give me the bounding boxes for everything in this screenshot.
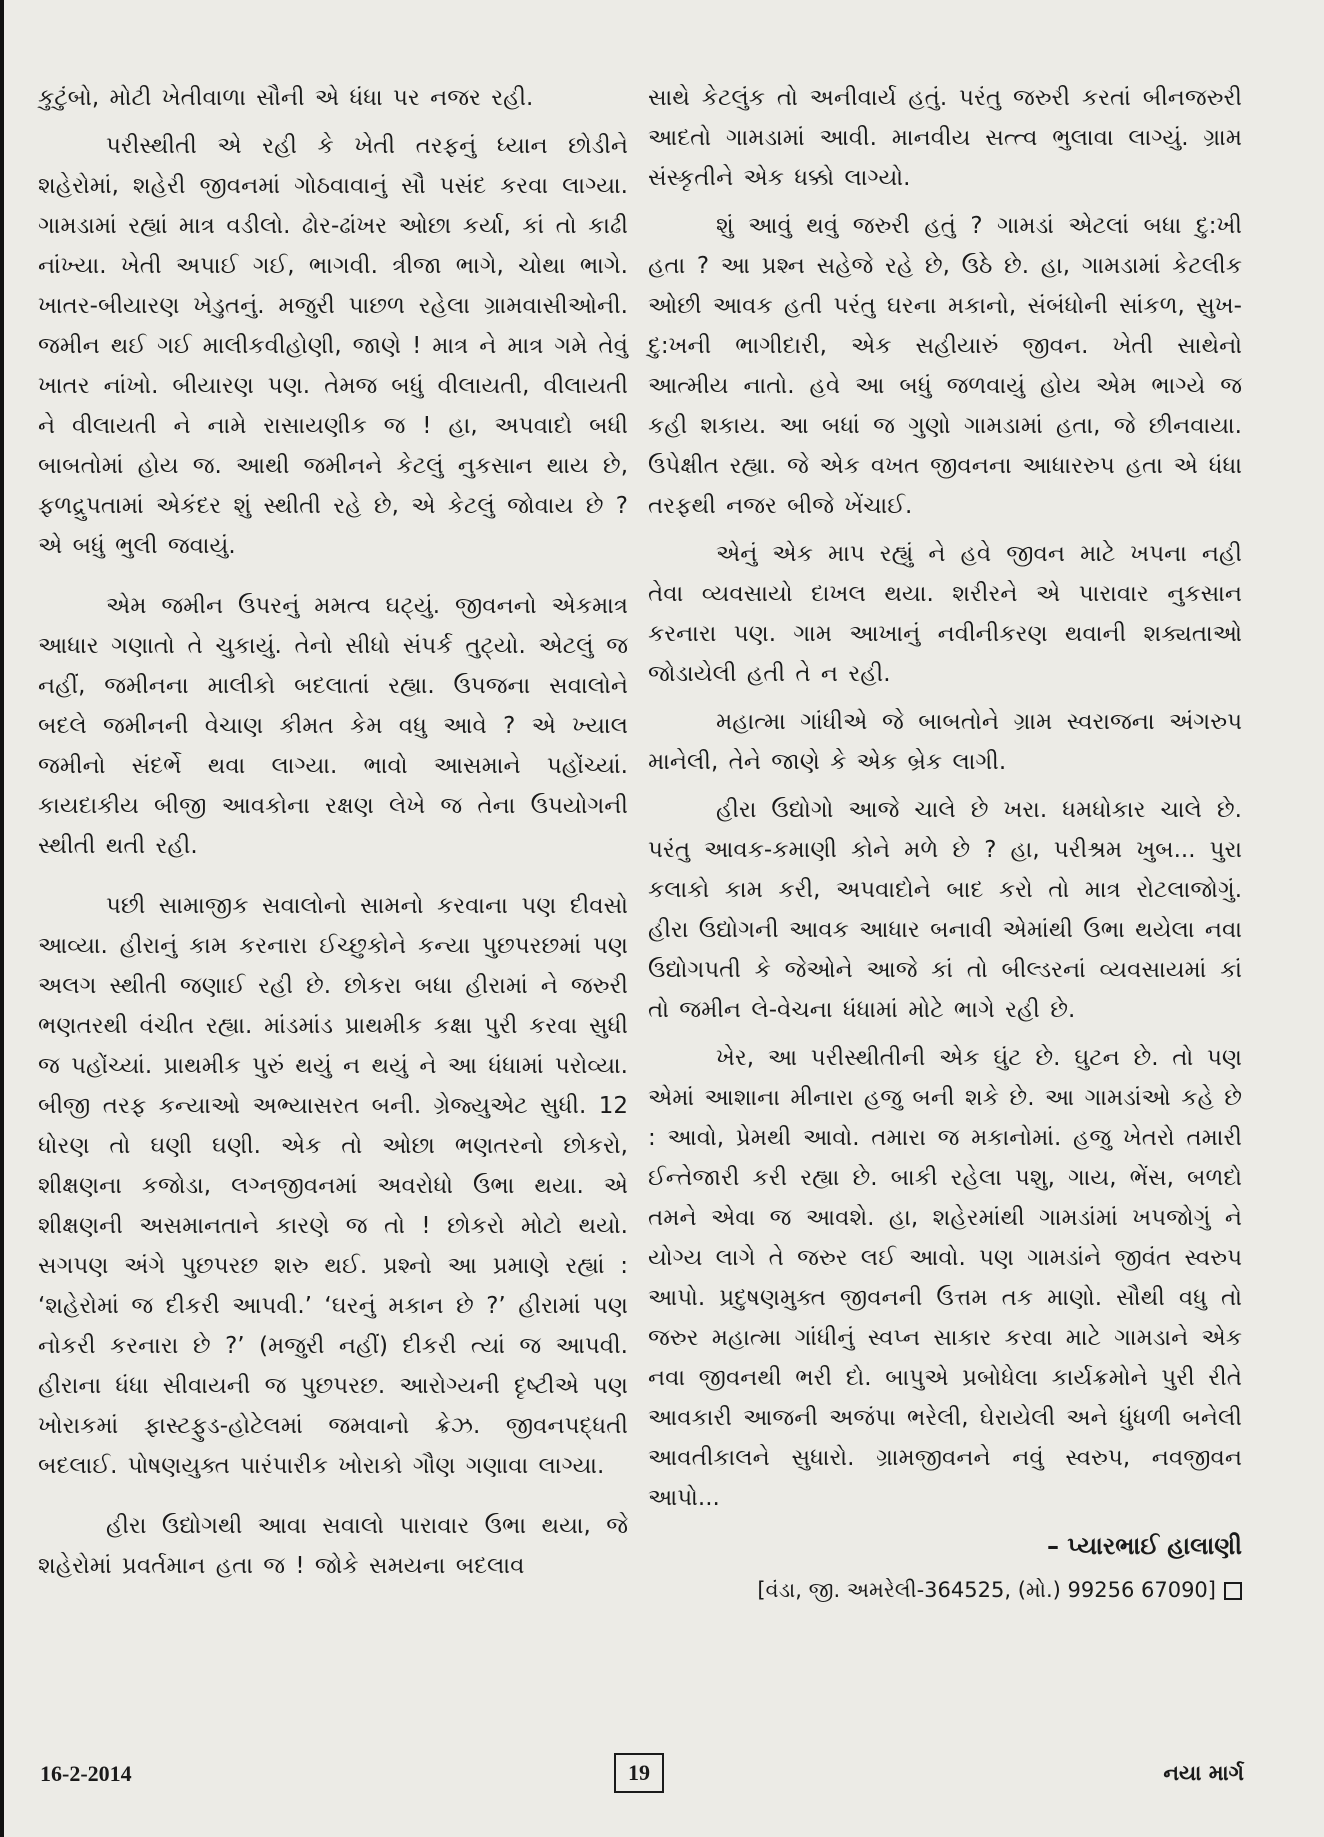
magazine-name: નયા માર્ગ bbox=[1163, 1761, 1244, 1785]
author-address bbox=[648, 1572, 1242, 1608]
issue-date: 16-2-2014 bbox=[40, 1761, 132, 1786]
right-column bbox=[648, 78, 1242, 1608]
paragraph-continued: સાથે કેટલુંક તો અનીવાર્ય હતું. પરંતુ જરુરી કરતાં બીનજરુરી આદતો ગામડામાં આવી. માનવીય સત્ત્વ ભુલાવા લાગ્યું. ગ્રામ સંસ્કૃતીને એક ધક્કો લાગ્યો. bbox=[648, 85, 1242, 191]
paragraph-continued: કુટુંબો, મોટી ખેતીવાળા સૌની એ ધંધા પર નજર રહી. bbox=[38, 85, 534, 111]
paragraph: મહાત્મા ગાંધીએ જે બાબતોને ગ્રામ સ્વરાજના અંગરુપ માનેલી, તેને જાણે કે એક બ્રેક લાગી. bbox=[648, 709, 1242, 775]
page-number: 19 bbox=[614, 1753, 664, 1793]
page-edge bbox=[0, 0, 4, 1837]
end-mark-icon bbox=[1224, 1582, 1242, 1600]
paragraph: શું આવું થવું જરુરી હતું ? ગામડાં એટલાં બધા દુ:ખી હતા ? આ પ્રશ્ન સહેજે રહે છે, ઉઠે છે. હા, ગામડામાં કેટલીક ઓછી આવક હતી પરંતુ ઘરના મકાનો, સંબંધોની સાંકળ, સુખ- દુ:ખની ભાગીદારી, એક સહીયારું જીવન. ખેતી સાથેનો આત્મીય નાતો. હવે આ બધું જળવાયું હોય એમ ભાગ્યે જ કહી શકાય. આ બધાં જ ગુણો ગામડામાં હતા, જે છીનવાયા. ઉપેક્ષીત રહ્યા. જે એક વખત જીવનના આધારરુપ હતા એ ધંધા તરફથી નજર બીજે ખેંચાઈ. bbox=[648, 213, 1242, 519]
author-signature: – પ્યારભાઈ હાલાણી bbox=[1046, 1532, 1242, 1560]
paragraph: એનું એક માપ રહ્યું ને હવે જીવન માટે ખપના નહી તેવા વ્યવસાયો દાખલ થયા. શરીરને એ પારાવાર નુકસાન કરનારા પણ. ગામ આખાનું નવીનીકરણ થવાની શક્યતાઓ જોડાયેલી હતી તે ન રહી. bbox=[648, 541, 1242, 687]
paragraph: પછી સામાજીક સવાલોનો સામનો કરવાના પણ દીવસો આવ્યા. હીરાનું કામ કરનારા ઈચ્છુકોને કન્યા પુછપરછમાં પણ અલગ સ્થીતી જણાઈ રહી છે. છોકરા બધા હીરામાં ને જરુરી ભણતરથી વંચીત રહ્યા. માંડમાંડ પ્રાથમીક કક્ષા પુરી કરવા સુધી જ પહોંચ્યાં. પ્રાથમીક પુરું થયું ન થયું ને આ ધંધામાં પરોવ્યા. બીજી તરફ કન્યાઓ અભ્યાસરત બની. ગ્રેજ્યુએટ સુધી. 12 ધોરણ તો ઘણી ઘણી. એક તો ઓછા ભણતરનો છોકરો, શીક્ષણના કજોડા, લગ્નજીવનમાં અવરોધો ઉભા થયા. એ શીક્ષણની અસમાનતાને કારણે જ તો ! છોકરો મોટો થયો. સગપણ અંગે પુછપરછ શરુ થઈ. પ્રશ્નો આ પ્રમાણે રહ્યાં : ‘શહેરોમાં જ દીકરી આપવી.’ ‘ઘરનું મકાન છે ?’ હીરામાં પણ નોકરી કરનારા છે ?’ (મજુરી નહીં) દીકરી ત્યાં જ આપવી. હીરાના ધંધા સીવાયની જ પુછપરછ. આરોગ્યની દૃષ્ટીએ પણ ખોરાકમાં ફાસ્ટફુડ-હોટેલમાં જમવાનો ક્રેઝ. જીવનપદ્ધતી બદલાઈ. પોષણયુક્ત પારંપારીક ખોરાકો ગૌણ ગણાવા લાગ્યા. bbox=[38, 893, 628, 1479]
page-footer bbox=[0, 1753, 1324, 1801]
paragraph: એમ જમીન ઉપરનું મમત્વ ઘટ્યું. જીવનનો એકમાત્ર આધાર ગણાતો તે ચુકાયું. તેનો સીધો સંપર્ક તુટ્યો. એટલું જ નહીં, જમીનના માલીકો બદલાતાં રહ્યા. ઉપજના સવાલોને બદલે જમીનની વેચાણ કીમત કેમ વધુ આવે ? એ ખ્યાલ જમીનો સંદર્ભે થવા લાગ્યા. ભાવો આસમાને પહોંચ્યાં. કાયદાકીય બીજી આવકોના રક્ષણ લેખે જ તેના ઉપયોગની સ્થીતી થતી રહી. bbox=[38, 593, 628, 859]
paragraph: ખેર, આ પરીસ્થીતીની એક ઘુંટ છે. ઘુટન છે. તો પણ એમાં આશાના મીનારા હજુ બની શકે છે. આ ગામડાંઓ કહે છે : આવો, પ્રેમથી આવો. તમારા જ મકાનોમાં. હજુ ખેતરો તમારી ઈન્તેજારી કરી રહ્યા છે. બાકી રહેલા પશુ, ગાય, ભેંસ, બળદો તમને એવા જ આવશે. હા, શહેરમાંથી ગામડાંમાં ખપજોગું ને યોગ્ય લાગે તે જરુર લઈ આવો. પણ ગામડાંને જીવંત સ્વરુપ આપો. પ્રદુષણમુક્ત જીવનની ઉત્તમ તક માણો. સૌથી વધુ તો જરુર મહાત્મા ગાંધીનું સ્વપ્ન સાકાર કરવા માટે ગામડાને એક નવા જીવનથી ભરી દો. બાપુએ પ્રબોધેલા કાર્યક્રમોને પુરી રીતે આવકારી આજની અજંપા ભરેલી, ઘેરાયેલી અને ધુંધળી બનેલી આવતીકાલને સુધારો. ગ્રામજીવનને નવું સ્વરુપ, નવજીવન આપો... bbox=[648, 1045, 1242, 1511]
left-column bbox=[38, 78, 628, 1586]
author-address-text: [વંડા, જી. અમરેલી-364525, (મો.) 99256 67090] bbox=[757, 1578, 1216, 1602]
paragraph: હીરા ઉદ્યોગો આજે ચાલે છે ખરા. ધમધોકાર ચાલે છે. પરંતુ આવક-કમાણી કોને મળે છે ? હા, પરીશ્રમ ખુબ... પુરા કલાકો કામ કરી, અપવાદોને બાદ કરો તો માત્ર રોટલાજોગું. હીરા ઉદ્યોગની આવક આધાર બનાવી એમાંથી ઉભા થયેલા નવા ઉદ્યોગપતી કે જેઓને આજે કાં તો બીલ્ડરનાં વ્યવસાયમાં કાં તો જમીન લે-વેચના ધંધામાં મોટે ભાગે રહી છે. bbox=[648, 797, 1242, 1023]
paragraph: પરીસ્થીતી એ રહી કે ખેતી તરફનું ધ્યાન છોડીને શહેરોમાં, શહેરી જીવનમાં ગોઠવાવાનું સૌ પસંદ કરવા લાગ્યા. ગામડામાં રહ્યાં માત્ર વડીલો. ઢોર-ઢાંખર ઓછા કર્યા, કાં તો કાઢી નાંખ્યા. ખેતી અપાઈ ગઈ, ભાગવી. ત્રીજા ભાગે, ચોથા ભાગે. ખાતર-બીયારણ ખેડુતનું. મજુરી પાછળ રહેલા ગ્રામવાસીઓની. જમીન થઈ ગઈ માલીકવીહોણી, જાણે ! માત્ર ને માત્ર ગમે તેવું ખાતર નાંખો. બીયારણ પણ. તેમજ બધું વીલાયતી, વીલાયતી ને વીલાયતી ને નામે રાસાયણીક જ ! હા, અપવાદો બધી બાબતોમાં હોય જ. આથી જમીનને કેટલું નુકસાન થાય છે, ફળદ્રુપતામાં એકંદર શું સ્થીતી રહે છે, એ કેટલું જોવાય છે ? એ બધું ભુલી જવાયું. bbox=[38, 133, 628, 559]
paragraph: હીરા ઉદ્યોગથી આવા સવાલો પારાવાર ઉભા થયા, જે શહેરોમાં પ્રવર્તમાન હતા જ ! જોકે સમયના બદલાવ bbox=[38, 1513, 628, 1579]
